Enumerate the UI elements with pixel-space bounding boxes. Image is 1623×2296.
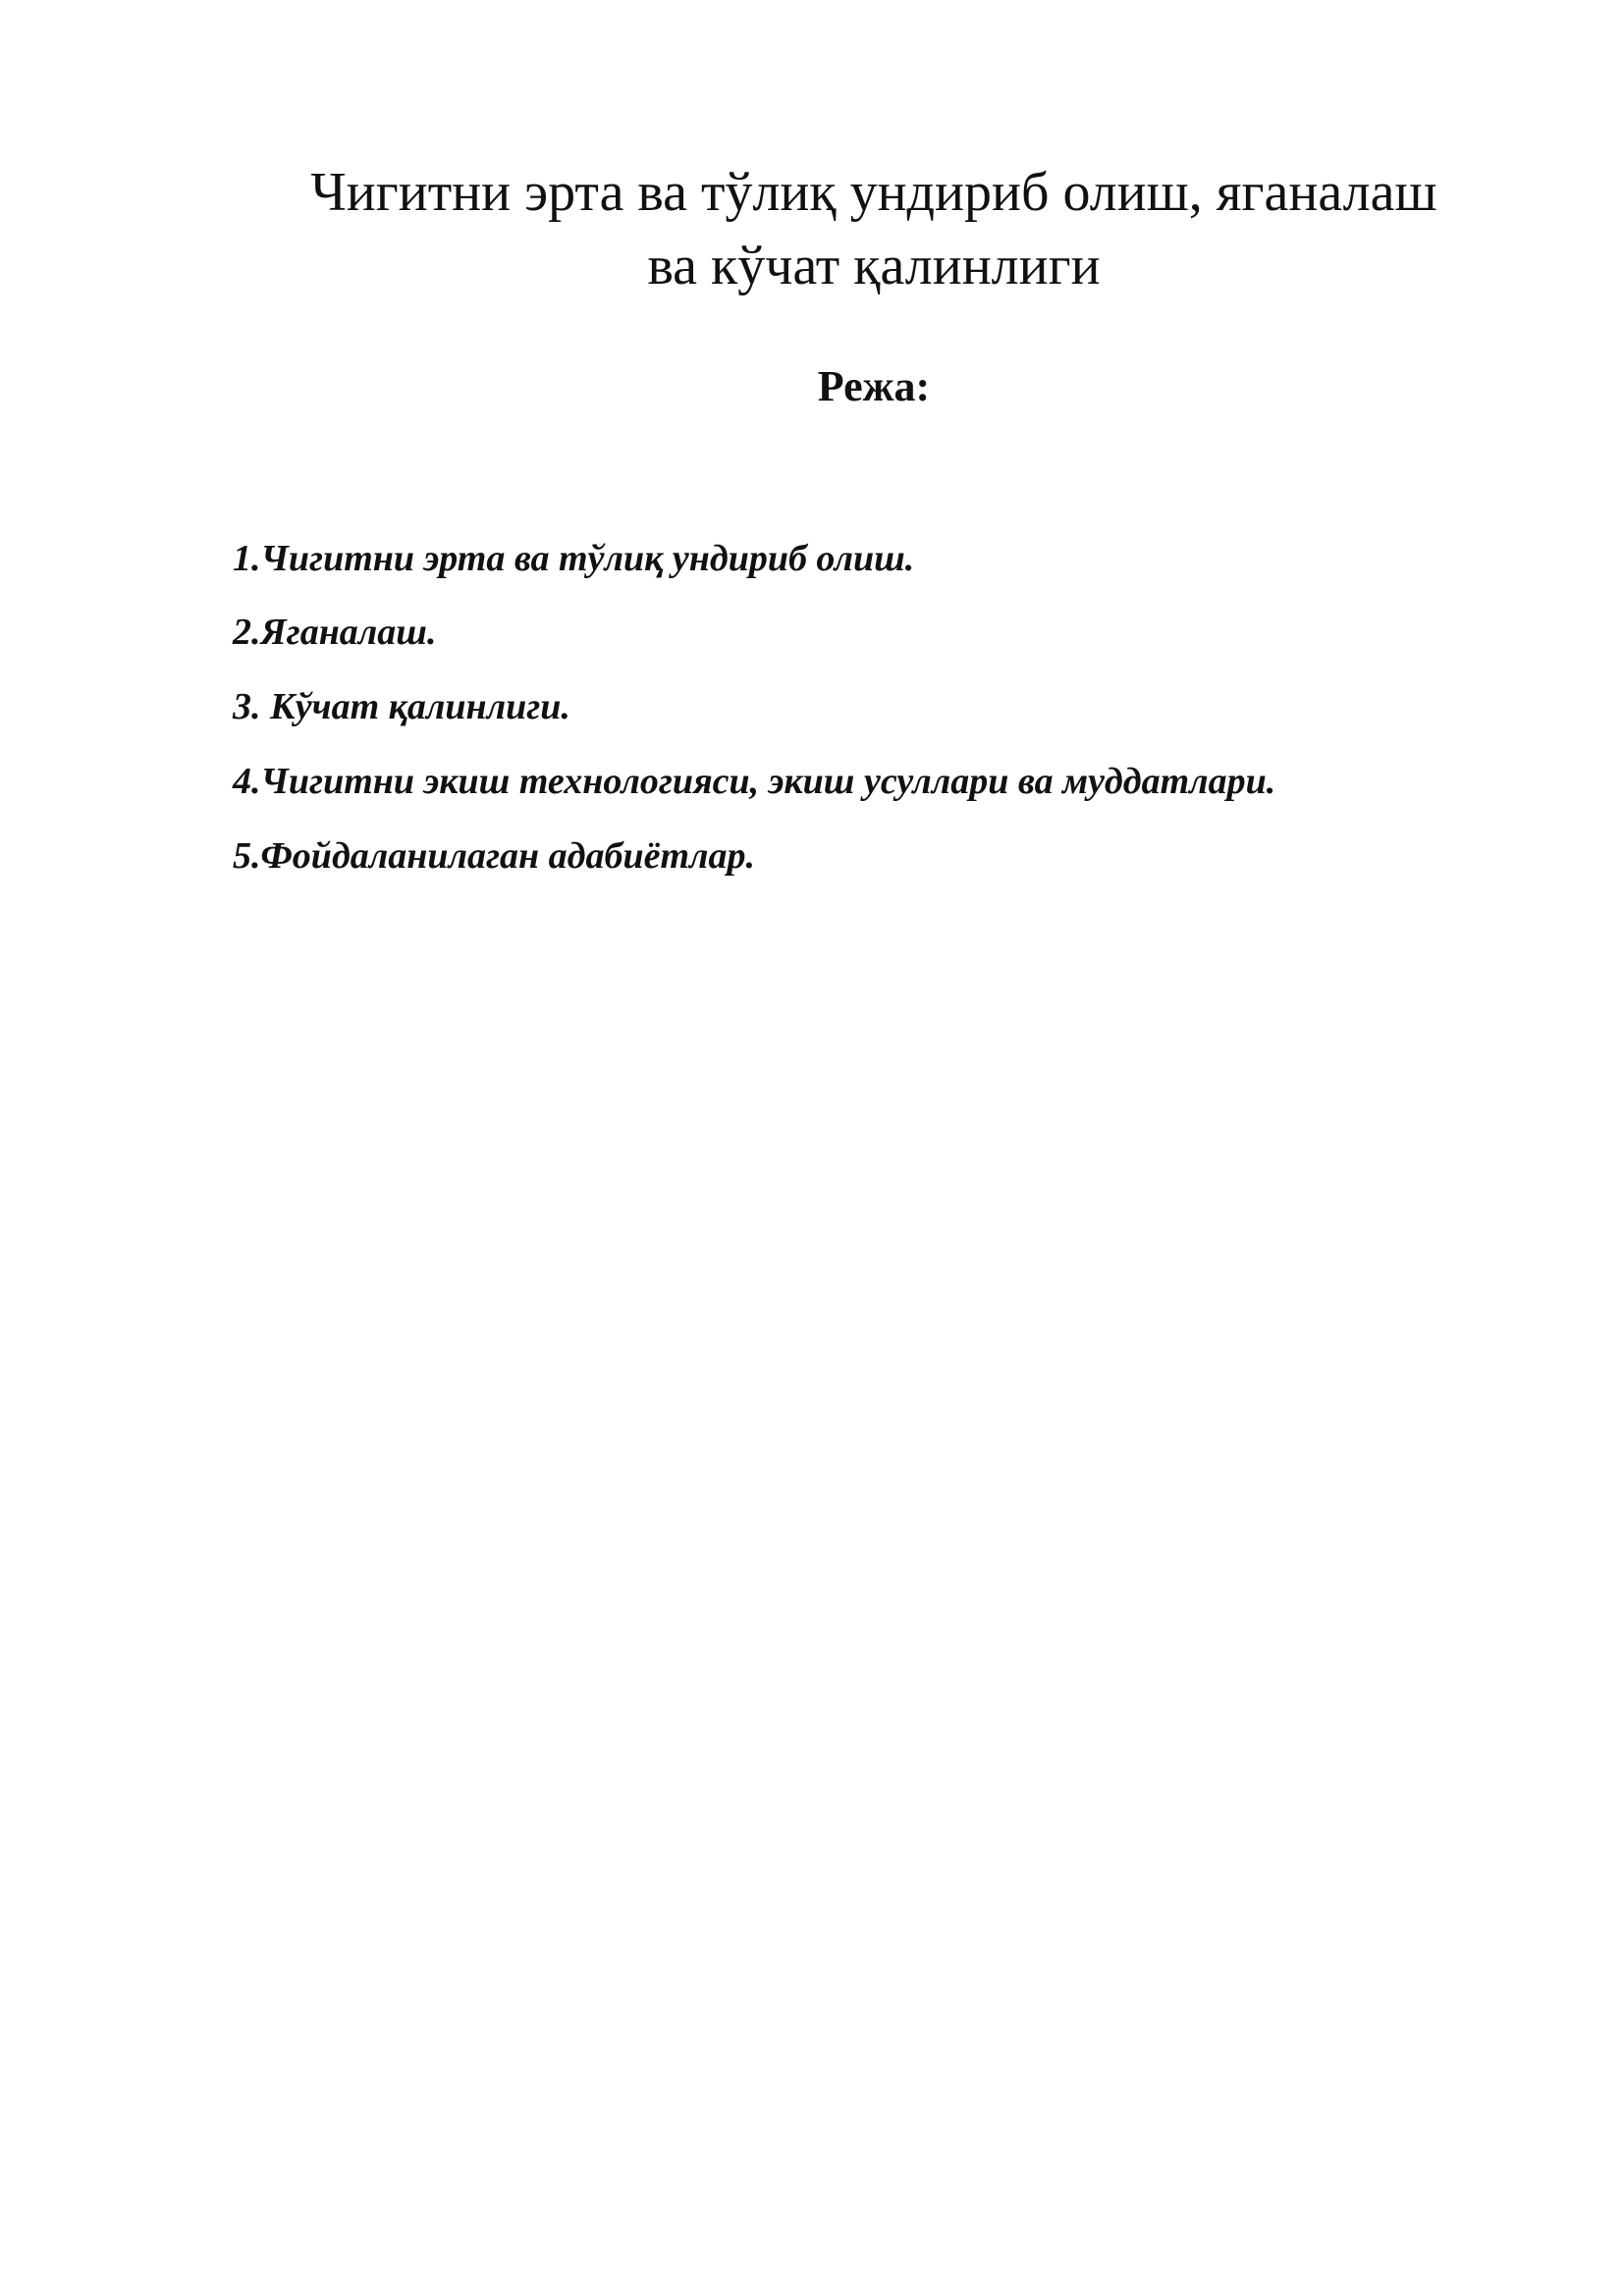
plan-item-1: 1.Чигитни эрта ва тўлиқ ундириб олиш. — [233, 538, 915, 579]
plan-item-4: 4.Чигитни экиш технологияси, экиш усуллари ва муддатлари. — [233, 761, 1276, 802]
document-title-line-1: Чигитни эрта ва тўлиқ ундириб олиш, яганалаш — [310, 162, 1437, 223]
plan-item-3: 3. Кўчат қалинлиги. — [233, 686, 570, 727]
document-title-line-2: ва кўчат қалинлиги — [647, 236, 1101, 296]
plan-heading: Режа: — [817, 362, 931, 410]
plan-item-2: 2.Яганалаш. — [233, 612, 437, 653]
plan-item-5: 5.Фойдаланилаган адабиётлар. — [233, 835, 756, 877]
